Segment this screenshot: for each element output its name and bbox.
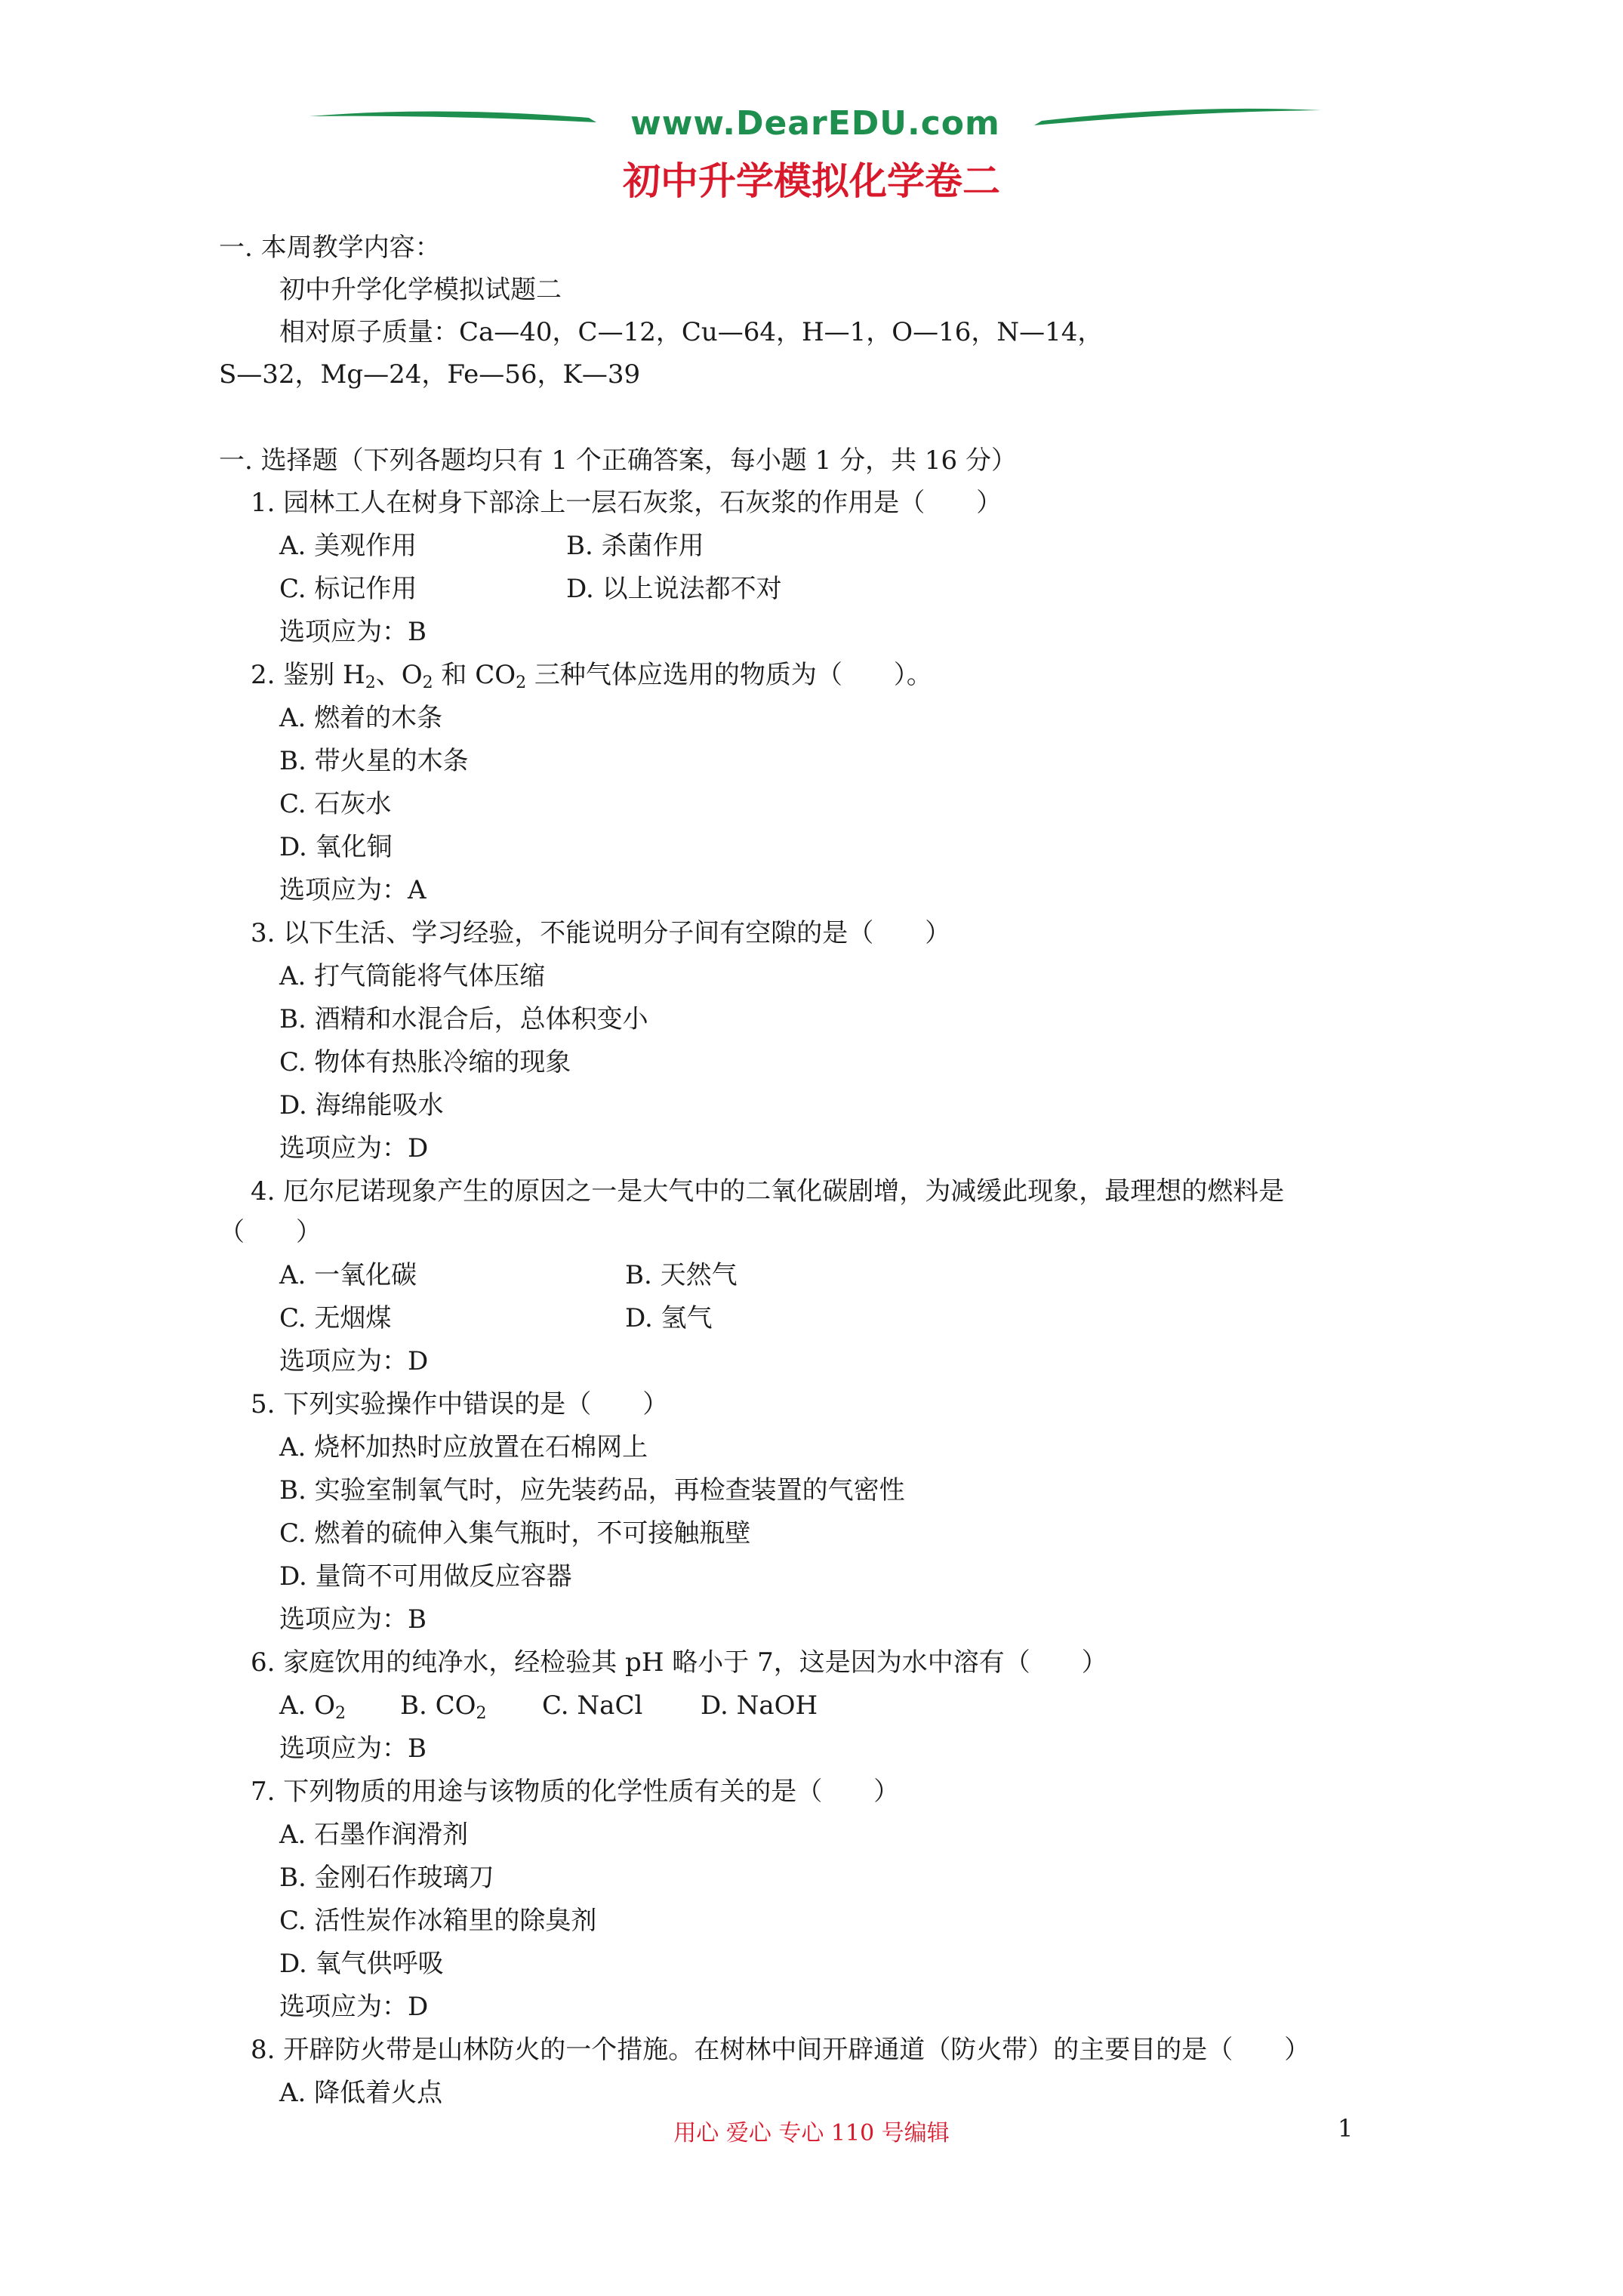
- question-7-option-b: B. 金刚石作玻璃刀: [279, 1863, 494, 1893]
- question-6-answer: 选项应为：B: [279, 1734, 427, 1764]
- intro-subject: 初中升学化学模拟试题二: [279, 275, 562, 305]
- question-3-option-d: D. 海绵能吸水: [279, 1090, 444, 1120]
- question-6-option-b: B. $CO_2$: [400, 1690, 487, 1723]
- question-4-option-d: D. 氢气: [625, 1303, 713, 1333]
- question-4-stem-continued: （ ）: [219, 1217, 322, 1247]
- question-2-option-c: C. 石灰水: [279, 789, 392, 819]
- question-5-stem: 5. 下列实验操作中错误的是（ ）: [251, 1389, 669, 1419]
- question-8-option-a: A. 降低着火点: [279, 2078, 443, 2108]
- question-7-option-d: D. 氧气供呼吸: [279, 1949, 444, 1979]
- question-1-option-a: A. 美观作用: [279, 531, 417, 561]
- question-5-answer: 选项应为：B: [279, 1604, 427, 1635]
- question-4-stem: 4. 厄尔尼诺现象产生的原因之一是大气中的二氧化碳剧增，为减缓此现象，最理想的燃料是: [251, 1176, 1285, 1207]
- question-5-option-d: D. 量筒不可用做反应容器: [279, 1561, 572, 1592]
- question-7-stem: 7. 下列物质的用途与该物质的化学性质有关的是（ ）: [251, 1777, 900, 1807]
- question-4-option-c: C. 无烟煤: [279, 1303, 392, 1333]
- question-2-option-b: B. 带火星的木条: [279, 746, 469, 776]
- question-6-option-c: C. NaCl: [542, 1690, 643, 1721]
- question-3-option-b: B. 酒精和水混合后，总体积变小: [279, 1004, 648, 1034]
- question-7-option-a: A. 石墨作润滑剂: [279, 1820, 469, 1850]
- question-1-option-b: B. 杀菌作用: [566, 531, 704, 561]
- question-3-option-a: A. 打气筒能将气体压缩: [279, 961, 546, 991]
- question-2-option-a: A. 燃着的木条: [279, 703, 443, 733]
- atomic-masses-line-1: 相对原子质量：Ca—40，C—12，Cu—64，H—1，O—16，N—14，: [279, 317, 1104, 347]
- question-2-stem: 2. 鉴别 $H_2$、$O_2$ 和 $CO_2$ 三种气体应选用的物质为（ ）。: [251, 660, 932, 692]
- question-4-option-b: B. 天然气: [625, 1260, 738, 1290]
- question-1-option-d: D. 以上说法都不对: [566, 574, 782, 604]
- question-7-option-c: C. 活性炭作冰箱里的除臭剂: [279, 1906, 597, 1936]
- question-3-answer: 选项应为：D: [279, 1133, 429, 1163]
- page-title: 初中升学模拟化学卷二: [623, 159, 1000, 203]
- section-heading: 一. 选择题（下列各题均只有 1 个正确答案，每小题 1 分，共 16 分）: [219, 445, 1017, 476]
- question-5-option-b: B. 实验室制氧气时，应先装药品，再检查装置的气密性: [279, 1475, 905, 1505]
- question-3-stem: 3. 以下生活、学习经验，不能说明分子间有空隙的是（ ）: [251, 918, 951, 948]
- atomic-masses-line-2: S—32，Mg—24，Fe—56，K—39: [219, 359, 641, 390]
- question-1-stem: 1. 园林工人在树身下部涂上一层石灰浆，石灰浆的作用是（ ）: [251, 488, 1002, 518]
- footer-slogan: 用心 爱心 专心 110 号编辑: [673, 2120, 950, 2147]
- page-number: 1: [1338, 2114, 1354, 2143]
- question-2-option-d: D. 氧化铜: [279, 832, 393, 862]
- question-8-stem: 8. 开辟防火带是山林防火的一个措施。在树林中间开辟通道（防火带）的主要目的是（ ）: [251, 2035, 1310, 2065]
- question-5-option-c: C. 燃着的硫伸入集气瓶时，不可接触瓶壁: [279, 1518, 751, 1549]
- question-7-answer: 选项应为：D: [279, 1992, 429, 2022]
- logo-text: www.DearEDU.com: [630, 104, 1000, 143]
- question-6-option-d: D. NaOH: [701, 1690, 818, 1721]
- question-6-option-a: A. $O_2$: [279, 1690, 346, 1723]
- intro-heading: 一. 本周教学内容：: [219, 233, 441, 263]
- question-6-stem: 6. 家庭饮用的纯净水，经检验其 pH 略小于 7，这是因为水中溶有（ ）: [251, 1647, 1107, 1678]
- question-2-answer: 选项应为：A: [279, 875, 427, 905]
- question-1-answer: 选项应为：B: [279, 617, 427, 647]
- question-3-option-c: C. 物体有热胀冷缩的现象: [279, 1047, 571, 1077]
- question-1-option-c: C. 标记作用: [279, 574, 417, 604]
- question-4-option-a: A. 一氧化碳: [279, 1260, 417, 1290]
- question-4-answer: 选项应为：D: [279, 1346, 429, 1376]
- question-5-option-a: A. 烧杯加热时应放置在石棉网上: [279, 1432, 648, 1462]
- site-logo: [310, 100, 1321, 145]
